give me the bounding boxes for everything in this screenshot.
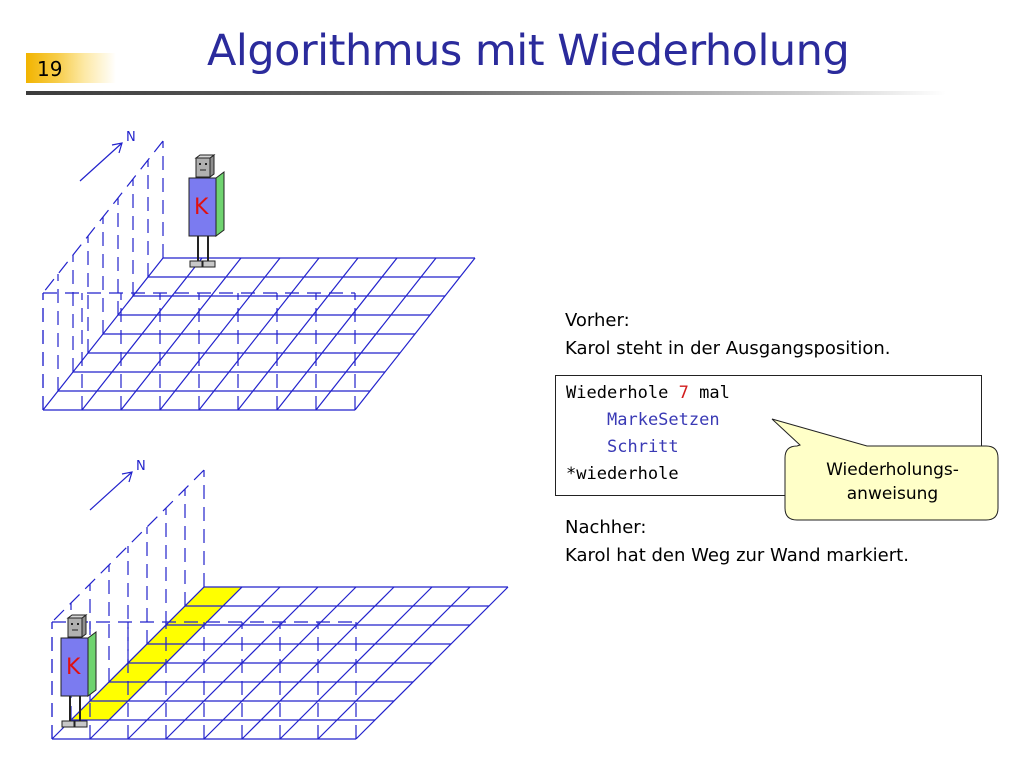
slide-number: 19 [37, 57, 63, 81]
after-heading: Nachher: [565, 517, 647, 538]
compass-north-label: N [136, 459, 146, 474]
code-line-schritt: Schritt [607, 437, 679, 457]
code-repeat-keyword: Wiederhole [566, 383, 669, 403]
callout-line-1: Wiederholungs- [826, 460, 959, 480]
after-description [565, 514, 909, 570]
after-text: Karol hat den Weg zur Wand markiert. [565, 545, 909, 566]
robot-letter: K [66, 655, 81, 680]
before-text: Karol steht in der Ausgangsposition. [565, 338, 891, 359]
slide-title: Algorithmus mit Wiederholung [207, 26, 850, 76]
code-line-end: *wiederhole [566, 464, 679, 484]
code-line-markesetzen: MarkeSetzen [607, 410, 720, 430]
robot-letter: K [194, 195, 209, 220]
before-heading: Vorher: [565, 310, 630, 331]
code-repeat-count: 7 [678, 383, 689, 403]
code-repeat-suffix: mal [699, 383, 730, 403]
callout-line-2: anweisung [846, 484, 939, 504]
callout-label [790, 458, 995, 506]
compass-north-label: N [126, 130, 136, 145]
